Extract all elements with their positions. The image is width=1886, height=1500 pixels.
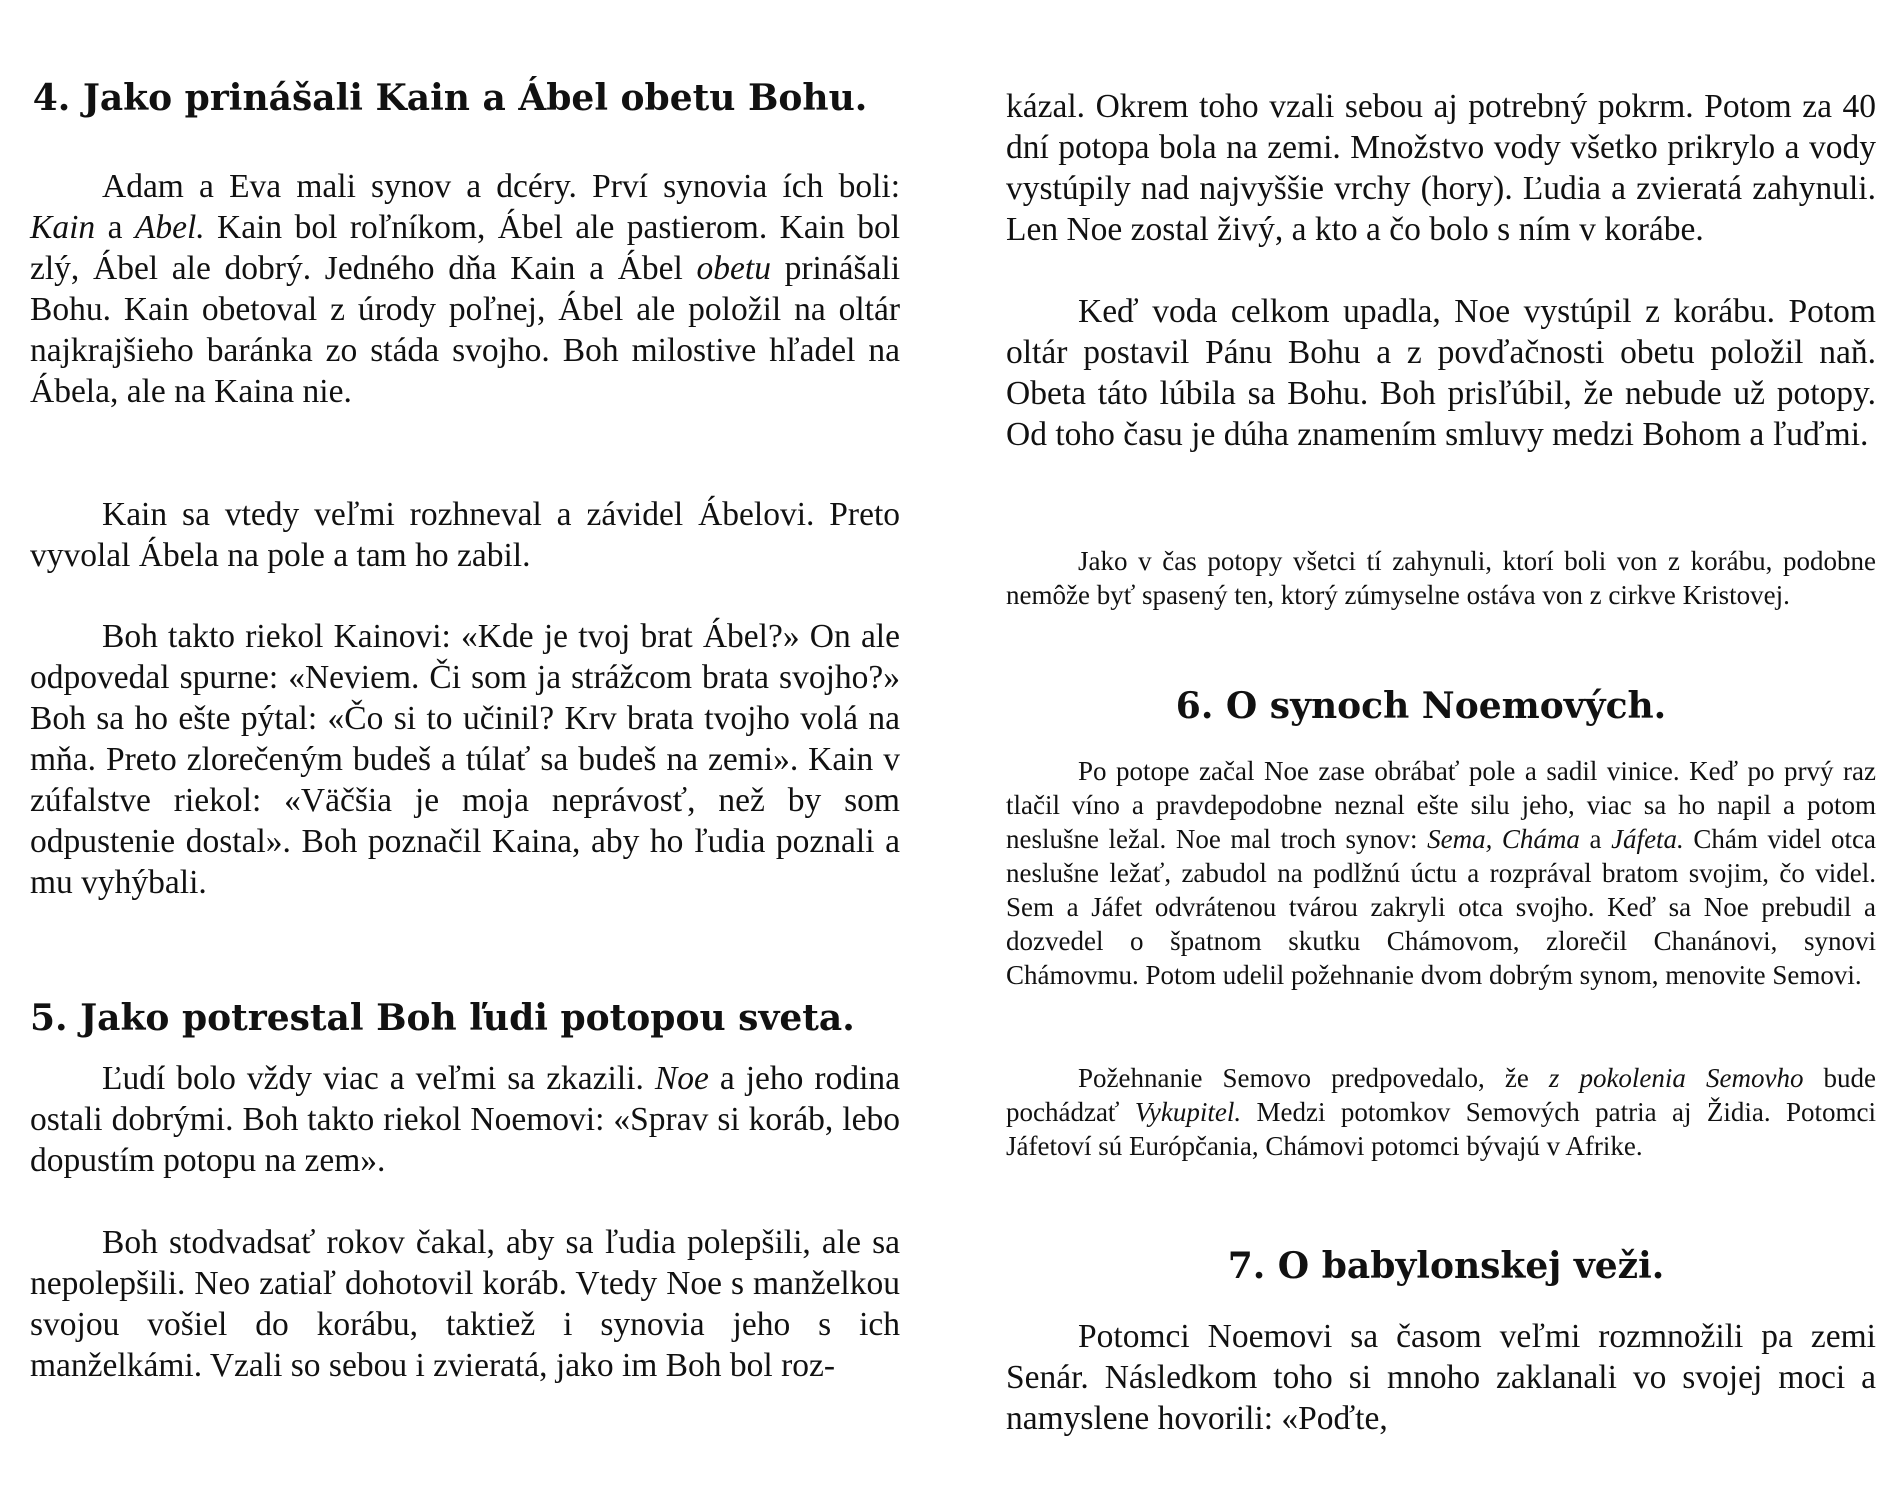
continued-paragraph: kázal. Okrem toho vzali sebou aj potrebný pokrm. Potom za 40 dní potopa bola na zemi. Množstvo vody všetko prikrylo a vody vystúpily nad najvyššie vrchy (hory). Ľudia a zvieratá zahynuli. Len Noe zostal živý, a kto a čo bolo s ním v korábe.: [1006, 88, 1876, 248]
section-7-title: 7. O babylonskej veži.: [1227, 1245, 1665, 1287]
section-5-paragraph-2: Boh stodvadsať rokov čakal, aby sa ľudia polepšili, ale sa nepolepšili. Neo zatiaľ dohotovil koráb. Vtedy Noe s manželkou svojou vošiel do korábu, taktiež i synovia jeho s ich manželkámi. Vzali so sebou i zvieratá, jako im Boh bol roz-: [30, 1224, 900, 1384]
section-4-paragraph-3: Boh takto riekol Kainovi: «Kde je tvoj brat Ábel?» On ale odpovedal spurne: «Neviem. Či som ja strážcom brata svojho?» Boh sa ho ešte pýtal: «Čo si to učinil? Krv brata tvojho volá na mňa. Preto zlorečeným budeš a túlať sa budeš na zemi». Kain v zúfalstve riekol: «Väčšia je moja neprávosť, než by som odpustenie dostal». Boh poznačil Kaina, aby ho ľudia poznali a mu vyhýbali.: [30, 618, 900, 901]
section-6-paragraph-1: Po potope začal Noe zase obrábať pole a sadil vinice. Keď po prvý raz tlačil víno a pravdepodobne neznal ešte silu jeho, viac sa ho napil a potom neslušne ležal. Noe mal troch synov: Sema, Cháma a Jáfeta. Chám videl otca neslušne ležať, zabudol na podlžnú úctu a rozprával bratom svojim, čo videl. Sem a Jáfet odvrátenou tvárou zakryli otca svojho. Keď sa Noe prebudil a dozvedel o špatnom skutku Chámovom, zlorečil Chanánovi, synovi Chámovmu. Potom udelil požehnanie dvom dobrým synom, menovite Semovi.: [1006, 756, 1876, 990]
section-5-paragraph-1: Ľudí bolo vždy viac a veľmi sa zkazili. Noe a jeho rodina ostali dobrými. Boh takto riekol Noemovi: «Sprav si koráb, lebo dopustím potopu na zem».: [30, 1060, 900, 1179]
section-7-paragraph-1: Potomci Noemovi sa časom veľmi rozmnožili pa zemi Senár. Následkom toho si mnoho zaklanali vo svojej moci a namyslene hovorili: «Poďte,: [1006, 1318, 1876, 1437]
rainbow-paragraph: Keď voda celkom upadla, Noe vystúpil z korábu. Potom oltár postavil Pánu Bohu a z povďačnosti obetu položil naň. Obeta táto lúbila sa Bohu. Boh prisľúbil, že nebude už potopy. Od toho času je dúha znamením smluvy medzi Bohom a ľuďmi.: [1006, 293, 1876, 453]
section-4-title: 4. Jako prinášali Kain a Ábel obetu Bohu.: [32, 77, 868, 119]
section-4-paragraph-2: Kain sa vtedy veľmi rozhneval a závidel Ábelovi. Preto vyvolal Ábela na pole a tam ho zabil.: [30, 496, 900, 574]
section-4-paragraph-1: Adam a Eva mali synov a dcéry. Prví synovia ích boli: Kain a Abel. Kain bol roľníkom, Ábel ale pastierom. Kain bol zlý, Ábel ale dobrý. Jedného dňa Kain a Ábel obetu prinášali Bohu. Kain obetoval z úrody poľnej, Ábel ale položil na oltár najkrajšieho baránka zo stáda svojho. Boh milostive hľadel na Ábela, ale na Kaina nie.: [30, 168, 901, 410]
section-6-paragraph-2: Požehnanie Semovo predpovedalo, že z pokolenia Semovho bude pochádzať Vykupitel. Medzi potomkov Semových patria aj Židia. Potomci Jáfetoví sú Európčania, Chámovi potomci bývajú v Afrike.: [1006, 1063, 1876, 1161]
note-paragraph: Jako v čas potopy všetci tí zahynuli, ktorí boli von z korábu, podobne nemôže byť spasený ten, ktorý zúmyselne ostáva von z cirkve Kristovej.: [1006, 546, 1876, 610]
section-5-title: 5. Jako potrestal Boh ľudi potopou sveta.: [30, 997, 855, 1039]
section-6-title: 6. O synoch Noemových.: [1175, 685, 1667, 727]
